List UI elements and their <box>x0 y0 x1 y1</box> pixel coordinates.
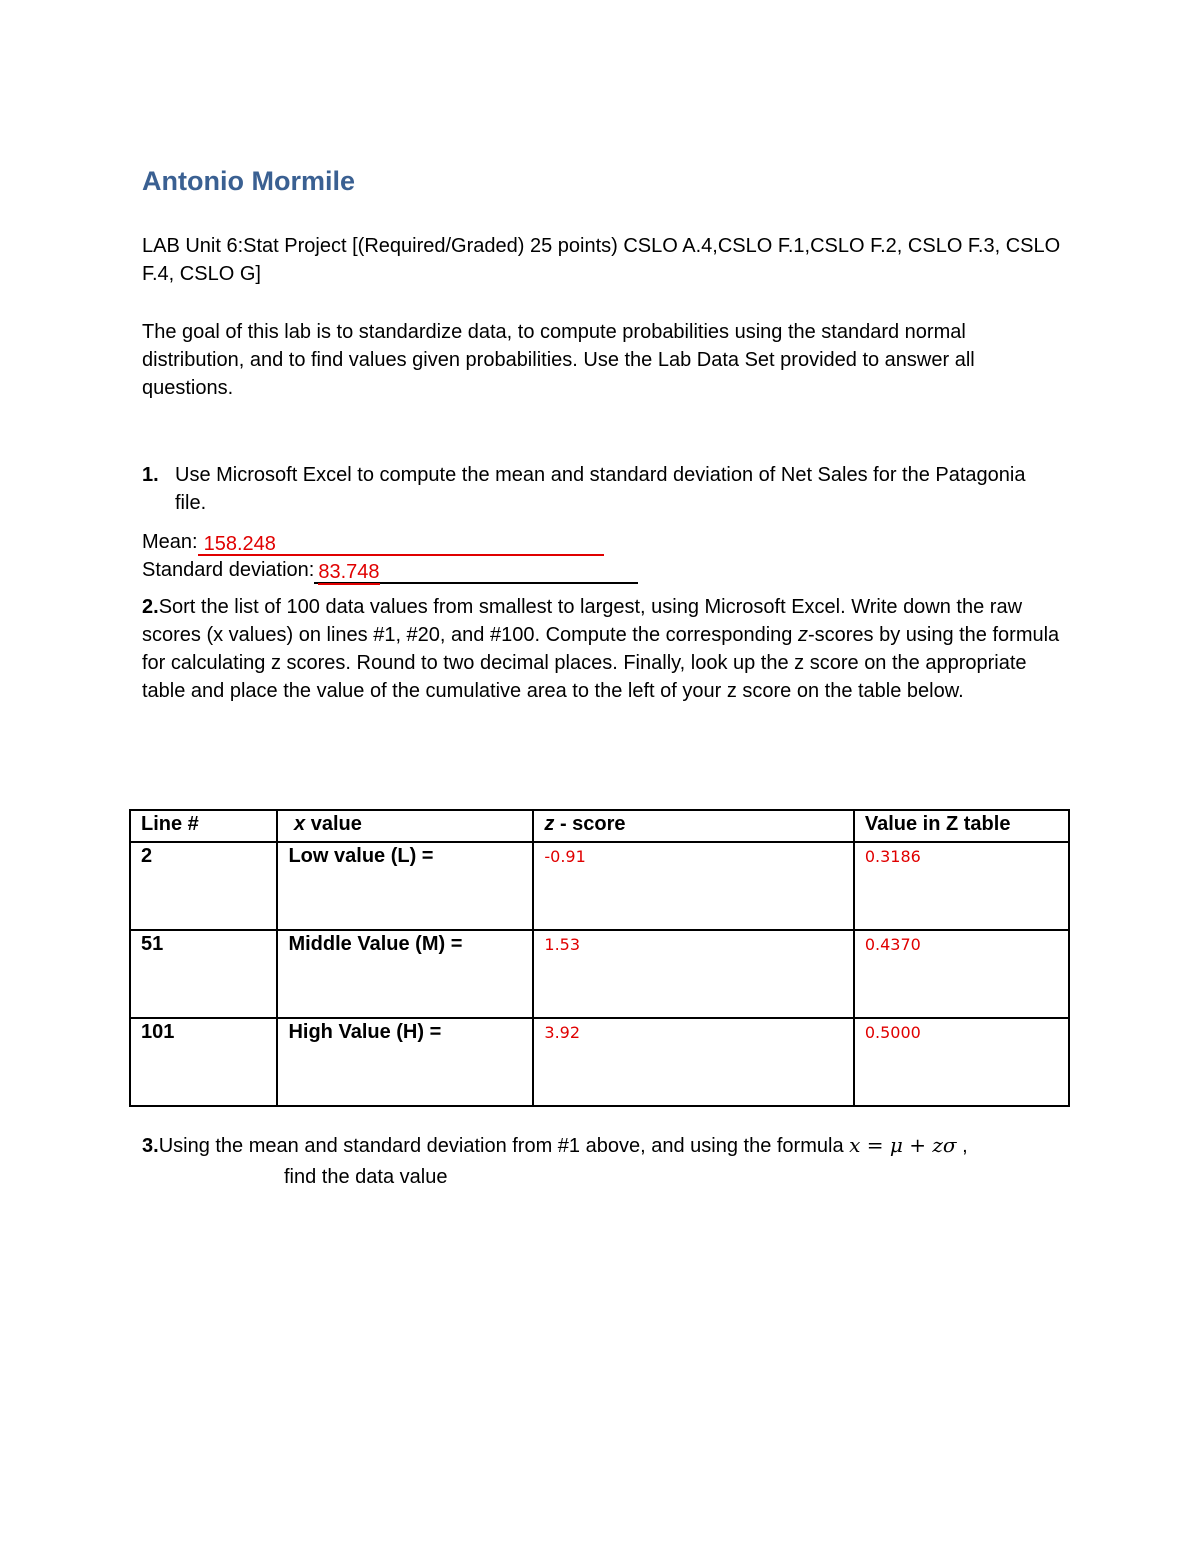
header-z-table: Value in Z table <box>854 810 1069 842</box>
row-table-number: 0.5000 <box>864 1023 921 1042</box>
row-line-number: 101 <box>130 1018 277 1106</box>
question-2-number: 2. <box>142 596 159 618</box>
header-z-italic: z <box>544 813 555 835</box>
question-2-text-a: Sort the list of 100 data values from smallest to largest, using Microsoft Excel. Write down the raw scores (x values) on lines #1, #20, and #100. Compute the corresponding <box>142 596 1023 646</box>
row-z-value: 1.53 <box>544 935 581 954</box>
header-x-rest: value <box>305 813 362 835</box>
table-row <box>130 1018 1069 1106</box>
sd-label: Standard deviation: <box>142 559 315 581</box>
question-2 <box>142 593 1062 705</box>
question-3-line-2: find the data value <box>284 1166 448 1188</box>
sd-answer-line <box>142 556 638 584</box>
question-3-number: 3. <box>142 1135 159 1157</box>
row-table-number: 0.3186 <box>864 847 921 866</box>
row-table-value <box>854 930 1069 1018</box>
header-z-score <box>533 810 853 842</box>
question-3 <box>142 1131 1102 1160</box>
row-z-score <box>533 930 853 1018</box>
row-table-value <box>854 1018 1069 1106</box>
mean-answer-line <box>142 528 604 556</box>
lab-goal: The goal of this lab is to standardize data, to compute probabilities using the standard normal distribution, and to find values given probabilities. Use the Lab Data Set provided to answer all questions. <box>142 321 975 399</box>
table-row <box>130 842 1069 930</box>
table-row <box>130 930 1069 1018</box>
question-1-number: 1. <box>142 464 159 486</box>
question-2-z-italic: z <box>797 624 808 646</box>
row-label: High Value (H) = <box>277 1018 533 1106</box>
row-line-number: 51 <box>130 930 277 1018</box>
row-label: Middle Value (M) = <box>277 930 533 1018</box>
question-3-text: Using the mean and standard deviation from #1 above, and using the formula <box>158 1135 844 1157</box>
sd-value: 83.748 <box>318 561 380 583</box>
sd-blank <box>314 558 638 584</box>
row-z-score <box>533 1018 853 1106</box>
header-line: Line # <box>130 810 277 842</box>
row-table-value <box>854 842 1069 930</box>
z-score-table <box>129 809 1070 1107</box>
question-3-formula: x = μ + zσ <box>849 1133 957 1157</box>
row-z-value: -0.91 <box>544 847 586 866</box>
row-label: Low value (L) = <box>277 842 533 930</box>
header-z-rest: - score <box>554 813 626 835</box>
mean-value: 158.248 <box>198 530 604 556</box>
row-z-score <box>533 842 853 930</box>
question-2-text-b: -scores by using the formula for calculating z scores. Round to two decimal places. Finally, look up the z score on the appropriate table and place the value of the cumulative area to the left of your z score on the table below. <box>142 624 1060 702</box>
row-table-number: 0.4370 <box>864 935 921 954</box>
lab-title: LAB Unit 6:Stat Project [(Required/Graded) 25 points) CSLO A.4,CSLO F.1,CSLO F.2, CSLO F.3, CSLO F.4, CSLO G] <box>142 235 1061 285</box>
question-3-trailing: , <box>956 1135 968 1157</box>
row-line-number: 2 <box>130 842 277 930</box>
header-x-value <box>277 810 533 842</box>
table-header-row <box>130 810 1069 842</box>
row-z-value: 3.92 <box>544 1023 581 1042</box>
header-x-italic: x <box>294 813 306 835</box>
question-1-text: Use Microsoft Excel to compute the mean and standard deviation of Net Sales for the Patagonia file. <box>175 464 1026 514</box>
mean-label: Mean: <box>142 531 198 553</box>
author-name: Antonio Mormile <box>142 166 355 196</box>
